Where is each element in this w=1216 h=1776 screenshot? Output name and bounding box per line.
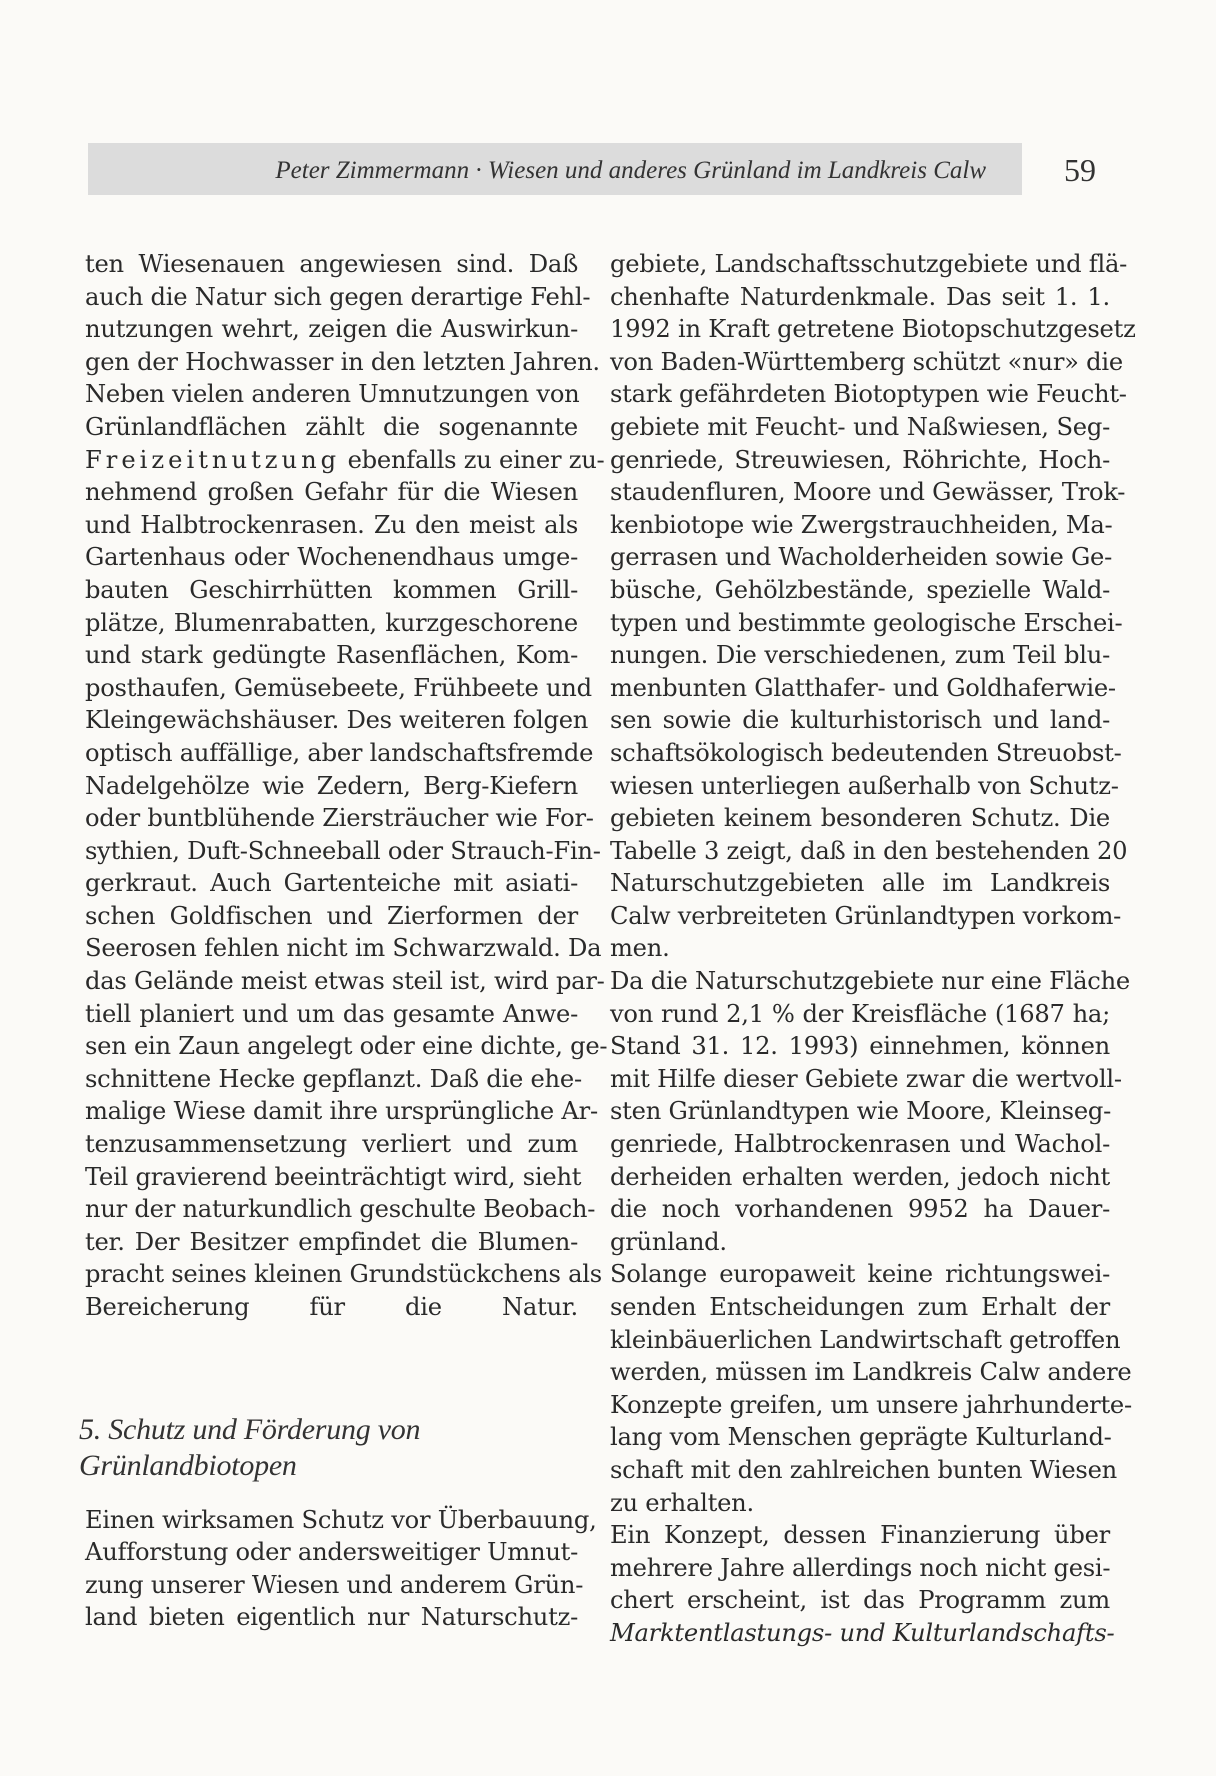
text-line: lang vom Menschen geprägte Kulturland- bbox=[610, 1423, 1112, 1452]
text-line: tiell planiert und um das gesamte Anwe- bbox=[85, 999, 578, 1028]
text-line bbox=[85, 444, 605, 477]
text-line: gebiete, Landschaftsschutzgebiete und flä- bbox=[610, 250, 1128, 278]
text-line: staudenfluren, Moore und Gewässer, Trok- bbox=[610, 478, 1126, 507]
text-line: posthaufen, Gemüsebeete, Frühbeete und bbox=[85, 673, 592, 702]
text-line: optisch auffällige, aber landschaftsfremde bbox=[85, 738, 594, 767]
left-paragraph-rest bbox=[85, 476, 608, 1323]
text-line: malige Wiese damit ihre ursprüngliche Ar- bbox=[85, 1097, 598, 1126]
text-line: und Halbtrockenrasen. Zu den meist als bbox=[85, 510, 578, 539]
text-line: gerkraut. Auch Gartenteiche mit asiati- bbox=[85, 869, 578, 898]
text-line: schaft mit den zahlreichen bunten Wiesen bbox=[610, 1455, 1117, 1484]
text-line: Aufforstung oder andersweitiger Umnut- bbox=[85, 1538, 579, 1567]
text-line: grünland. bbox=[610, 1227, 727, 1256]
text-line: pracht seines kleinen Grundstückchens als bbox=[85, 1260, 602, 1289]
text-line: mehrere Jahre allerdings noch nicht gesi- bbox=[610, 1553, 1111, 1582]
text-line: von rund 2,1 % der Kreisfläche (1687 ha; bbox=[610, 999, 1110, 1028]
running-head bbox=[88, 143, 1022, 195]
text-line: gebiete mit Feucht- und Naßwiesen, Seg- bbox=[610, 412, 1110, 441]
text-line: chenhafte Naturdenkmale. Das seit 1. 1. bbox=[610, 282, 1110, 311]
text-line: nehmend großen Gefahr für die Wiesen bbox=[85, 478, 578, 507]
running-head-title: Peter Zimmermann · Wiesen und anderes Grünland im Landkreis Calw bbox=[275, 157, 986, 184]
text-line: auch die Natur sich gegen derartige Fehl- bbox=[85, 282, 591, 311]
right-column bbox=[610, 248, 1136, 1650]
text-line: Teil gravierend beeinträchtigt wird, sieht bbox=[85, 1162, 582, 1191]
text-line: Kleingewächshäuser. Des weiteren folgen bbox=[85, 706, 589, 735]
text-line: 1992 in Kraft getretene Biotopschutzgesetz bbox=[610, 315, 1136, 344]
section-heading-line: 5. Schutz und Förderung von bbox=[79, 1412, 421, 1446]
left-section-paragraph bbox=[85, 1504, 597, 1634]
text-line: schnittene Hecke gepflanzt. Daß die ehe- bbox=[85, 1064, 582, 1093]
text-line: gen der Hochwasser in den letzten Jahren. bbox=[85, 347, 600, 376]
text-line: typen und bestimmte geologische Erschei- bbox=[610, 608, 1123, 637]
right-paragraphs bbox=[610, 248, 1136, 1617]
section-heading-line: Grünlandbiotopen bbox=[79, 1448, 297, 1482]
text-line: gebieten keinem besonderen Schutz. Die bbox=[610, 804, 1110, 833]
text-line: schen Goldfischen und Zierformen der bbox=[85, 901, 578, 930]
text-line: plätze, Blumenrabatten, kurzgeschorene bbox=[85, 608, 578, 637]
spaced-emphasis: Freizeitnutzung bbox=[85, 445, 341, 474]
text-line: sten Grünlandtypen wie Moore, Kleinseg- bbox=[610, 1097, 1112, 1126]
text-line: wiesen unterliegen außerhalb von Schutz- bbox=[610, 771, 1119, 800]
text-line: Da die Naturschutzgebiete nur eine Fläche bbox=[610, 967, 1130, 996]
text-line: sythien, Duft-Schneeball oder Strauch-Fin- bbox=[85, 836, 601, 865]
text-line: mit Hilfe dieser Gebiete zwar die wertvoll- bbox=[610, 1064, 1122, 1093]
left-column bbox=[79, 248, 608, 1634]
text-line: Stand 31. 12. 1993) einnehmen, können bbox=[610, 1032, 1110, 1061]
text-line: kenbiotope wie Zwergstrauchheiden, Ma- bbox=[610, 510, 1113, 539]
text-line: von Baden-Württemberg schützt «nur» die bbox=[610, 347, 1123, 376]
text-line: ten Wiesenauen angewiesen sind. Daß bbox=[85, 250, 578, 278]
text-line: Einen wirksamen Schutz vor Überbauung, bbox=[85, 1505, 597, 1534]
text-line: Solange europaweit keine richtungswei- bbox=[610, 1260, 1110, 1289]
text-line: ter. Der Besitzer empfindet die Blumen- bbox=[85, 1227, 578, 1256]
text-line: sen ein Zaun angelegt oder eine dichte, ge- bbox=[85, 1032, 608, 1061]
text-line: das Gelände meist etwas steil ist, wird par- bbox=[85, 967, 605, 996]
text-line: Seerosen fehlen nicht im Schwarzwald. Da bbox=[85, 934, 602, 963]
text-line: stark gefährdeten Biotoptypen wie Feucht- bbox=[610, 380, 1127, 409]
text-line: Nadelgehölze wie Zedern, Berg-Kiefern bbox=[85, 771, 578, 800]
text-line: oder buntblühende Ziersträucher wie For- bbox=[85, 804, 594, 833]
text-line: sen sowie die kulturhistorisch und land- bbox=[610, 706, 1110, 735]
text-line: Tabelle 3 zeigt, daß in den bestehenden 20 bbox=[610, 836, 1128, 865]
text-line: men. bbox=[610, 934, 670, 963]
text-line: Calw verbreiteten Grünlandtypen vorkom- bbox=[610, 901, 1122, 930]
text-line: Konzepte greifen, um unsere jahrhunderte- bbox=[610, 1390, 1132, 1419]
text-line: genriede, Halbtrockenrasen und Wachol- bbox=[610, 1130, 1110, 1159]
left-paragraph-start bbox=[85, 248, 600, 444]
text-line: Ein Konzept, dessen Finanzierung über bbox=[610, 1521, 1110, 1550]
text-line: zu erhalten. bbox=[610, 1488, 754, 1517]
text-line: nutzungen wehrt, zeigen die Auswirkun- bbox=[85, 315, 578, 344]
text-line: derheiden erhalten werden, jedoch nicht bbox=[610, 1162, 1110, 1191]
page-number: 59 bbox=[1064, 152, 1096, 188]
text-line: Grünlandflächen zählt die sogenannte bbox=[85, 412, 578, 441]
text-line: nungen. Die verschiedenen, zum Teil blu- bbox=[610, 641, 1110, 670]
text-line: nur der naturkundlich geschulte Beobach- bbox=[85, 1195, 596, 1224]
text-line: und stark gedüngte Rasenflächen, Kom- bbox=[85, 641, 578, 670]
italic-text-line: Marktentlastungs- und Kulturlandschafts- bbox=[610, 1618, 1115, 1647]
text-line: Bereicherung für die Natur. bbox=[85, 1293, 578, 1321]
text-line: Naturschutzgebieten alle im Landkreis bbox=[610, 869, 1110, 898]
text-line: gerrasen und Wacholderheiden sowie Ge- bbox=[610, 543, 1113, 572]
text-line: büsche, Gehölzbestände, spezielle Wald- bbox=[610, 575, 1110, 604]
text-line: genriede, Streuwiesen, Röhrichte, Hoch- bbox=[610, 445, 1110, 474]
text-line: Gartenhaus oder Wochenendhaus umge- bbox=[85, 543, 578, 572]
text-line: schaftsökologisch bedeutenden Streuobst- bbox=[610, 738, 1122, 767]
text-line: chert erscheint, ist das Programm zum bbox=[610, 1586, 1110, 1615]
text-line: bauten Geschirrhütten kommen Grill- bbox=[85, 575, 578, 604]
text-line: werden, müssen im Landkreis Calw andere bbox=[610, 1358, 1132, 1387]
text-line: land bieten eigentlich nur Naturschutz- bbox=[85, 1603, 578, 1632]
text-line: tenzusammensetzung verliert und zum bbox=[85, 1130, 578, 1159]
text-line: zung unserer Wiesen und anderem Grün- bbox=[85, 1570, 584, 1599]
text-line: die noch vorhandenen 9952 ha Dauer- bbox=[610, 1195, 1110, 1224]
text-fragment: ebenfalls zu einer zu- bbox=[340, 445, 605, 474]
text-line: menbunten Glatthafer- und Goldhaferwie- bbox=[610, 673, 1116, 702]
text-line: senden Entscheidungen zum Erhalt der bbox=[610, 1293, 1110, 1321]
text-line: Neben vielen anderen Umnutzungen von bbox=[85, 380, 580, 409]
text-line: kleinbäuerlichen Landwirtschaft getroffen bbox=[610, 1325, 1121, 1354]
